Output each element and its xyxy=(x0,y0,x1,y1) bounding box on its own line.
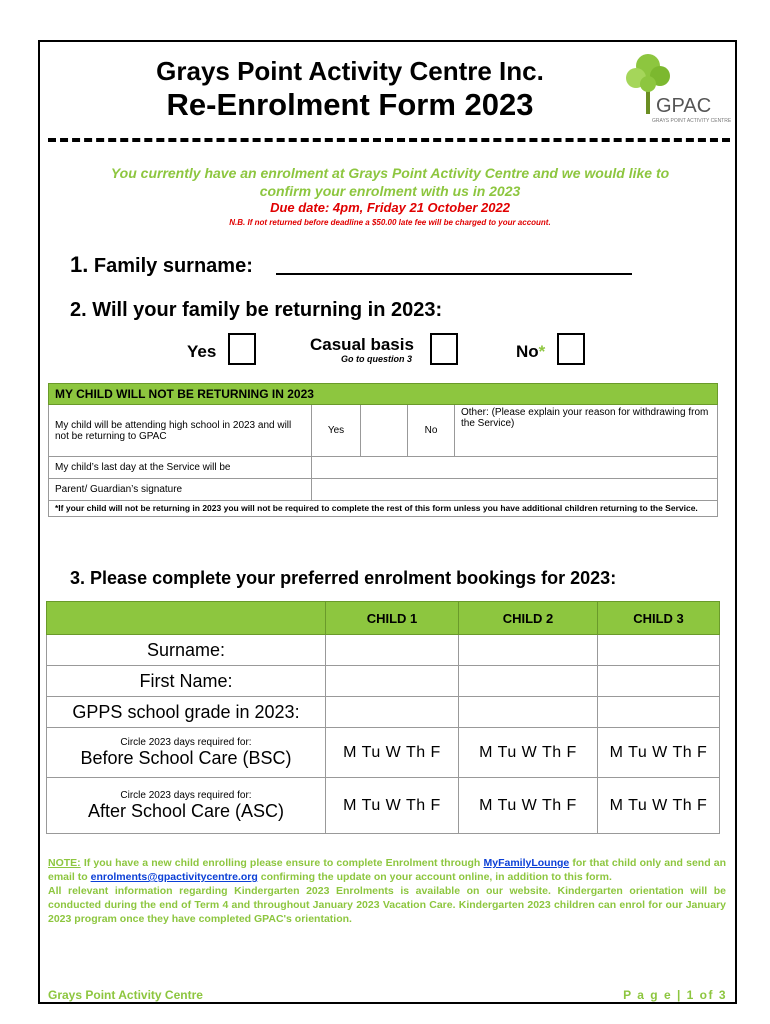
grade-child-2[interactable] xyxy=(459,697,598,728)
family-surname-field[interactable] xyxy=(276,273,632,275)
asc-hint: Circle 2023 days required for: xyxy=(120,789,252,801)
bsc-label: Before School Care (BSC) xyxy=(80,747,292,768)
gpac-logo xyxy=(618,50,732,124)
col-child-2: CHILD 2 xyxy=(459,602,598,635)
enrolments-email-link[interactable]: enrolments@gpactivitycentre.org xyxy=(90,871,258,883)
note-text-b: for that child only and send an email to xyxy=(48,857,727,883)
bsc-days-child-1[interactable]: M Tu W Th F xyxy=(326,728,459,778)
logo-text: GPAC xyxy=(656,95,712,117)
high-school-label: My child will be attending high school in 2023 and will not be returning to GPAC xyxy=(49,405,312,457)
q3-number: 3. xyxy=(70,568,86,588)
last-day-label: My child’s last day at the Service will be xyxy=(49,457,312,479)
row-firstname: First Name: xyxy=(47,666,326,697)
q1-label: Family surname: xyxy=(93,255,253,277)
note-label: NOTE: xyxy=(48,857,81,869)
bsc-days-child-3[interactable]: M Tu W Th F xyxy=(598,728,720,778)
firstname-child-1[interactable] xyxy=(326,666,459,697)
option-casual-label: Casual basis xyxy=(310,335,414,354)
due-date: Due date: 4pm, Friday 21 October 2022 xyxy=(270,200,510,215)
option-no-label: No xyxy=(516,342,539,361)
asc-label: After School Care (ASC) xyxy=(87,800,285,821)
question-2 xyxy=(70,299,442,322)
row-surname: Surname: xyxy=(47,635,326,666)
dashed-divider xyxy=(48,138,730,142)
high-school-yes-box[interactable] xyxy=(361,405,408,457)
q1-number: 1. xyxy=(70,252,89,277)
late-fee-note: N.B. If not returned before deadline a $50.00 late fee will be charged to your account. xyxy=(229,218,551,227)
row-grade: GPPS school grade in 2023: xyxy=(47,697,326,728)
intro-line-1: You currently have an enrolment at Grays Point Activity Centre and we would like to xyxy=(110,165,670,181)
firstname-child-3[interactable] xyxy=(598,666,720,697)
form-title: Re-Enrolment Form 2023 xyxy=(166,87,534,122)
col-child-1: CHILD 1 xyxy=(326,602,459,635)
not-returning-table xyxy=(48,383,718,517)
logo-subtext: GRAYS POINT ACTIVITY CENTRE xyxy=(652,118,732,124)
option-yes-checkbox[interactable] xyxy=(228,333,256,365)
kindergarten-note: All relevant information regarding Kindergarten 2023 Enrolments is available on our website. Kindergarten orientation will be conducted during the end of Term 4 and throughout January 2023 Vacation Care. Kindergarten 2023 children can enrol for our January 2023 program once they have completed GPAC's orientation. xyxy=(48,885,726,925)
last-day-field[interactable] xyxy=(312,457,718,479)
question-3 xyxy=(70,568,616,589)
col-child-3: CHILD 3 xyxy=(598,602,720,635)
intro-text xyxy=(50,164,730,200)
tree-icon xyxy=(618,50,732,124)
option-no-checkbox[interactable] xyxy=(557,333,585,365)
question-1 xyxy=(70,252,253,278)
note-text-c: confirming the update on your account online, in addition to this form. xyxy=(257,871,612,883)
other-reason-field[interactable]: Other: (Please explain your reason for withdrawing from the Service) xyxy=(455,405,718,457)
row-asc xyxy=(47,778,326,834)
high-school-no[interactable]: No xyxy=(408,405,455,457)
not-returning-note: *If your child will not be returning in 2023 you will not be required to complete the rest of this form unless you have additional children returning to the Service. xyxy=(49,501,718,517)
bookings-table xyxy=(46,601,720,834)
asc-days-child-2[interactable]: M Tu W Th F xyxy=(459,778,598,834)
grade-child-1[interactable] xyxy=(326,697,459,728)
asc-days-child-1[interactable]: M Tu W Th F xyxy=(326,778,459,834)
q2-label: Will your family be returning in 2023: xyxy=(92,299,443,321)
firstname-child-2[interactable] xyxy=(459,666,598,697)
option-casual-sub: Go to question 3 xyxy=(341,354,412,364)
surname-child-1[interactable] xyxy=(326,635,459,666)
notes-section xyxy=(48,856,726,926)
form-page xyxy=(38,40,737,1004)
grade-child-3[interactable] xyxy=(598,697,720,728)
high-school-yes[interactable]: Yes xyxy=(312,405,361,457)
signature-field[interactable] xyxy=(312,479,718,501)
q2-number: 2. xyxy=(70,299,87,321)
q3-label: Please complete your preferred enrolment bookings for 2023: xyxy=(90,568,617,588)
not-returning-header: MY CHILD WILL NOT BE RETURNING IN 2023 xyxy=(49,384,718,405)
option-casual-checkbox[interactable] xyxy=(430,333,458,365)
myfamilylounge-link[interactable]: MyFamilyLounge xyxy=(483,857,570,869)
row-bsc xyxy=(47,728,326,778)
note-text-a: If you have a new child enrolling please ensure to complete Enrolment through xyxy=(80,857,484,869)
page-number: P a g e | 1 of 3 xyxy=(623,988,727,1002)
org-name: Grays Point Activity Centre Inc. xyxy=(156,56,544,86)
option-no-asterisk: * xyxy=(538,342,546,361)
bsc-hint: Circle 2023 days required for: xyxy=(120,736,252,748)
bsc-days-child-2[interactable]: M Tu W Th F xyxy=(459,728,598,778)
surname-child-2[interactable] xyxy=(459,635,598,666)
option-yes-label: Yes xyxy=(187,342,217,361)
asc-days-child-3[interactable]: M Tu W Th F xyxy=(598,778,720,834)
signature-label: Parent/ Guardian’s signature xyxy=(49,479,312,501)
surname-child-3[interactable] xyxy=(598,635,720,666)
bookings-corner xyxy=(47,602,326,635)
footer-org: Grays Point Activity Centre xyxy=(48,988,203,1002)
intro-line-2: confirm your enrolment with us in 2023 xyxy=(259,183,521,199)
